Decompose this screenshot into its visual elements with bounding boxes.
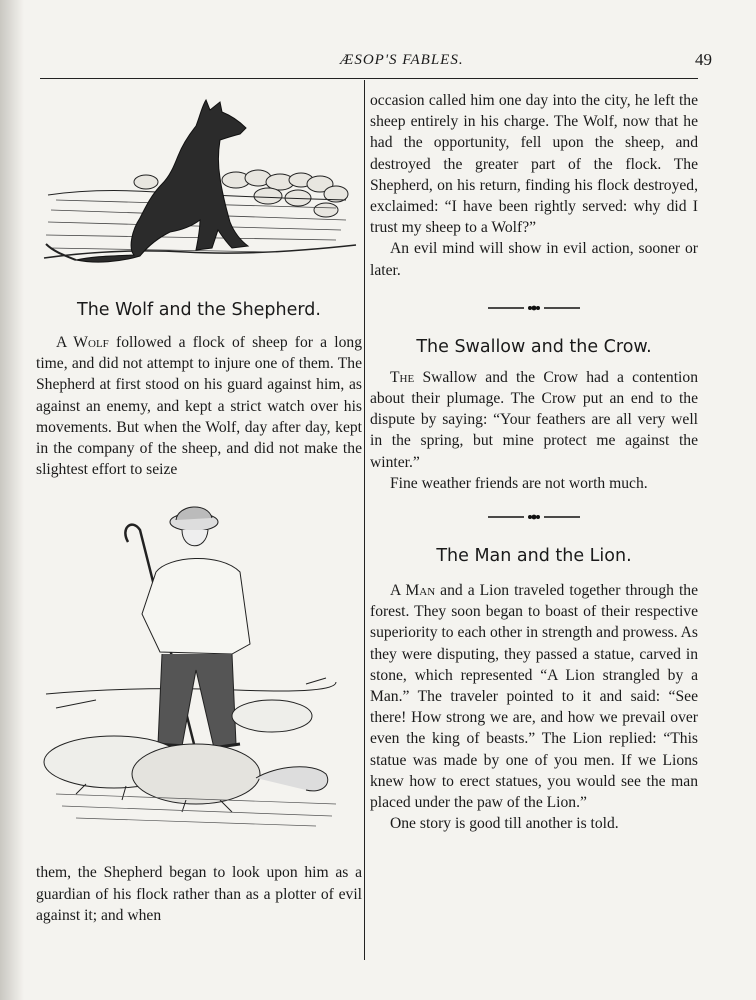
fable-wolf-shepherd-continued: them, the Shepherd began to look upon him as a guardian of his flock rather than as a plotter of evil against it; and when (36, 864, 362, 924)
section-ornament (484, 301, 584, 315)
fable-title-swallow-crow: The Swallow and the Crow. (416, 336, 652, 357)
fable-wolf-shepherd-moral: An evil mind will show in evil action, sooner or later. (370, 240, 698, 279)
column-divider (364, 80, 365, 960)
paragraph-text: and a Lion traveled together through the forest. They soon began to boast of their respective superiority to each other in strength and prowess. As they were disputing, they passed a statue, carved in stone, which represented “A Lion strangled by a Man.” The traveler pointed to it and said: “See there! How strong we are, and how we prevail over even the king of beasts.” The Lion replied: “This statue was made by one of you men. If we Lions knew how to erect statues, you would see the man placed under the paw of the Lion.” (370, 582, 698, 812)
fable-wolf-shepherd-paragraph (36, 332, 362, 480)
left-column (36, 80, 362, 960)
right-column (370, 80, 698, 960)
page-number: 49 (695, 50, 712, 69)
fable-man-lion-paragraph (370, 580, 698, 813)
running-title: ÆSOP'S FABLES. (340, 52, 464, 68)
fable-swallow-crow-paragraph (370, 367, 698, 473)
fable-title-man-lion: The Man and the Lion. (436, 546, 632, 567)
lead-word: The (390, 368, 415, 386)
lead-word: A Man (390, 582, 436, 600)
fable-wolf-shepherd-ending: occasion called him one day into the city, he left the sheep entirely in his charge. The Wolf, now that he had the opportunity, fell upon the sheep, and destroyed the greater part of the flock. The Shepherd, on his return, finding his flock destroyed, exclaimed: “I have been rightly served: why did I trust my sheep to a Wolf?” (370, 92, 698, 237)
paragraph-text: Swallow and the Crow had a contention about their plumage. The Crow put an end to the dispute by saying: “Your feathers are all very well in the spring, but mine protect me against the winter.” (370, 368, 698, 471)
header-rule (40, 78, 698, 79)
section-ornament (484, 510, 584, 524)
shepherd-illustration (36, 494, 362, 854)
wolf-illustration (36, 80, 362, 280)
running-header (40, 50, 740, 76)
page-edge-shadow (0, 0, 24, 1000)
fable-swallow-crow-moral: Fine weather friends are not worth much. (390, 474, 648, 492)
lead-word: A Wolf (56, 334, 109, 351)
fable-title-wolf-shepherd: The Wolf and the Shepherd. (77, 300, 321, 320)
paragraph-text: followed a flock of sheep for a long time, and did not attempt to injure one of them. The Shepherd at first stood on his guard against him, as against an enemy, and kept a strict watch over his movements. But when the Wolf, day after day, kept in the company of the sheep, and did not make the slightest effort to seize (36, 334, 362, 479)
fable-man-lion-moral: One story is good till another is told. (390, 815, 619, 833)
